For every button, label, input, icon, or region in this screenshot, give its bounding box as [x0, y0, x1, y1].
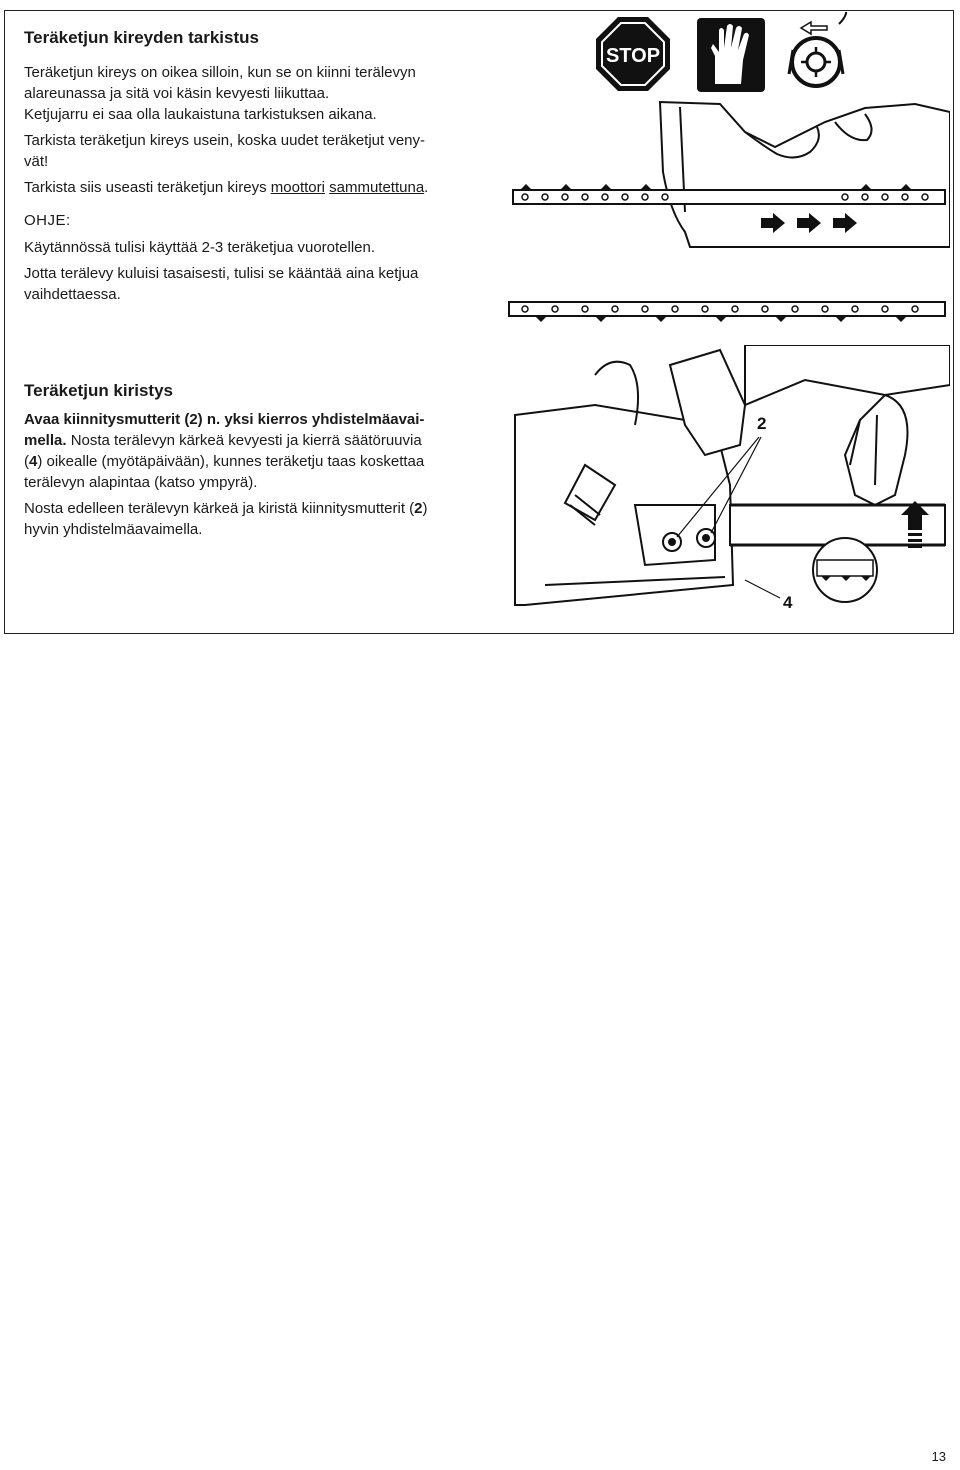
text-fragment: (	[24, 453, 29, 470]
callout-ref: 2	[414, 500, 423, 517]
note-text-line: vaihdettaessa.	[24, 286, 121, 303]
callout-leader-4	[745, 580, 780, 598]
chain-brake-icon	[789, 12, 846, 86]
text-fragment: Tarkista siis useasti teräketjun kireys	[24, 179, 271, 196]
section-chain-tensioning	[24, 380, 480, 540]
note-text-line: Jotta terälevy kuluisi tasaisesti, tulisi se kääntää aina ketjua	[24, 265, 419, 282]
paragraph-line: Tarkista teräketjun kireys usein, koska uudet teräketjut veny-	[24, 132, 426, 149]
text-fragment: Nosta edelleen terälevyn kärkeä ja kiristä kiinnitysmutterit (	[24, 500, 415, 517]
chain-tensioning-illustration	[505, 345, 950, 615]
paragraph-line: alareunassa ja sitä voi käsin kevyesti liikuttaa.	[24, 85, 330, 102]
section-heading: Teräketjun kireyden tarkistus	[24, 28, 259, 47]
underlined-term: sammutettuna	[329, 179, 425, 196]
instruction-line: terälevyn alapintaa (katso ympyrä).	[24, 474, 258, 491]
paragraph-line: Teräketjun kireys on oikea silloin, kun se on kiinni terälevyn	[24, 64, 416, 81]
underlined-term: moottori	[270, 179, 325, 196]
callout-label-2: 2	[757, 414, 767, 433]
instruction-line	[24, 498, 480, 519]
note-label: OHJE:	[24, 212, 71, 229]
section-chain-tension-check	[24, 27, 480, 305]
stop-text: STOP	[605, 45, 661, 67]
instruction-bold-line: Avaa kiinnitysmutterit (2) n. yksi kierros yhdistelmäavai-	[24, 411, 425, 428]
gloved-hand-right	[845, 395, 908, 505]
text-fragment: .	[424, 179, 429, 196]
section-heading: Teräketjun kiristys	[24, 381, 173, 400]
text-fragment: ) oikealle (myötäpäivään), kunnes teräketju taas koskettaa	[37, 453, 425, 470]
callout-label-4: 4	[783, 593, 793, 612]
note-text: Käytännössä tulisi käyttää 2-3 teräketjua vuorotellen.	[24, 239, 376, 256]
text-fragment: Nosta terälevyn kärkeä kevyesti ja kierrä säätöruuvia	[66, 432, 422, 449]
instruction-line	[24, 430, 480, 451]
chain-check-illustration	[505, 12, 950, 342]
chain-lower	[509, 302, 945, 322]
page-number: 13	[931, 1449, 946, 1464]
callout-ref: 4	[29, 453, 38, 470]
bold-fragment: mella.	[24, 432, 67, 449]
paragraph: Ketjujarru ei saa olla laukaistuna tarkistuksen aikana.	[24, 106, 377, 123]
detail-circle	[813, 538, 877, 602]
paragraph	[24, 177, 480, 198]
instruction-line	[24, 451, 480, 472]
text-fragment: )	[422, 500, 428, 517]
glove-icon	[697, 18, 765, 92]
stop-sign-icon	[596, 17, 670, 91]
instruction-line: hyvin yhdistelmäavaimella.	[24, 521, 203, 538]
paragraph-line: vät!	[24, 153, 49, 170]
